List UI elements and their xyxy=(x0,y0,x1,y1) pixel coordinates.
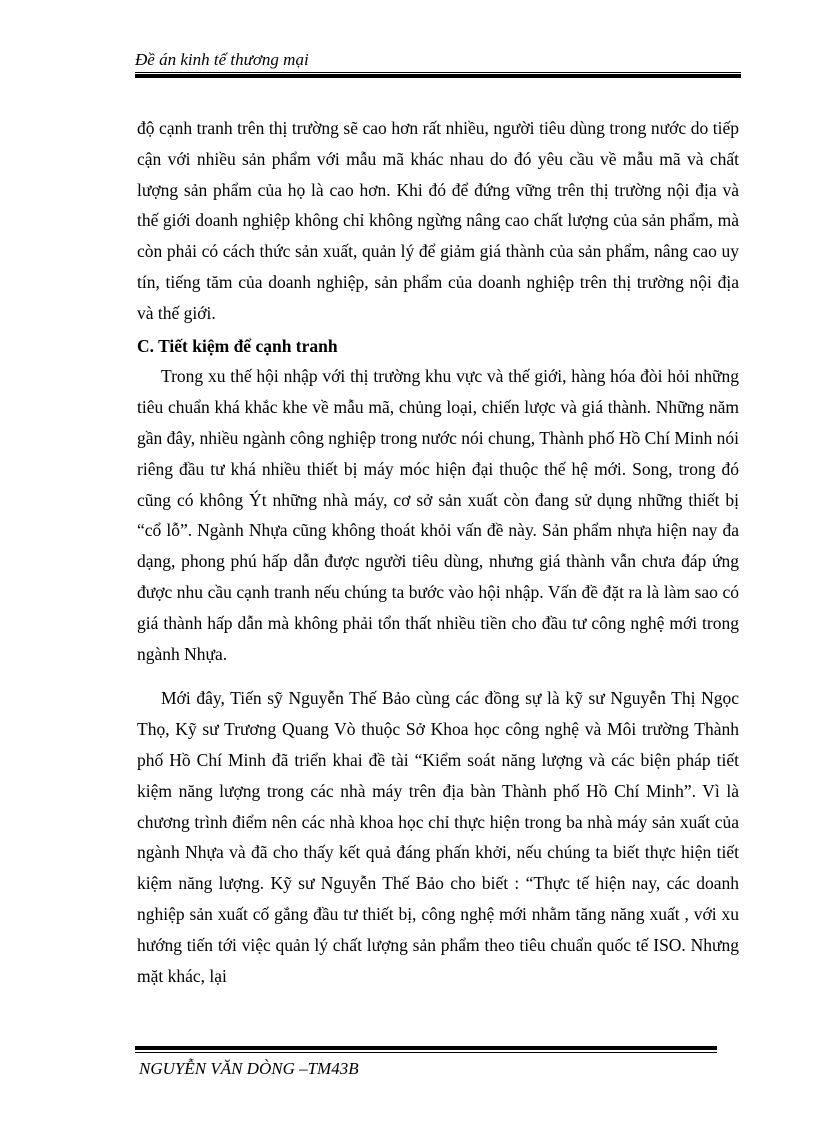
paragraph-research: Mới đây, Tiến sỹ Nguyễn Thế Bảo cùng các đồng sự là kỹ sư Nguyễn Thị Ngọc Thọ, Kỹ sư Trương Quang Vò thuộc Sở Khoa học công nghệ và Môi trường Thành phố Hồ Chí Minh đã triển khai đề tài “Kiểm soát năng lượng và các biện pháp tiết kiệm năng lượng trong các nhà máy trên địa bàn Thành phố Hồ Chí Minh”. Vì là chương trình điểm nên các nhà khoa học chỉ thực hiện trong ba nhà máy sản xuất của ngành Nhựa và đã cho thấy kết quả đáng phấn khởi, nếu chúng ta biết thực hiện tiết kiệm năng lượng. Kỹ sư Nguyễn Thế Bảo cho biết : “Thực tế hiện nay, các doanh nghiệp sản xuất cố gắng đầu tư thiết bị, công nghệ mới nhằm tăng năng xuất , với xu hướng tiến tới việc quản lý chất lượng sản phẩm theo tiêu chuẩn quốc tế ISO. Nhưng mặt khác, lại xyxy=(137,688,739,986)
footer-rule-thick xyxy=(135,1046,717,1050)
header-title: Đề án kinh tế thương mại xyxy=(135,50,309,69)
paragraph-intro: Trong xu thế hội nhập với thị trường khu vực và thế giới, hàng hóa đòi hỏi những tiêu chuẩn khá khắc khe về mẫu mã, chủng loại, chiến lược và giá thành. Những năm gần đây, nhiều ngành công nghiệp trong nước nói chung, Thành phố Hồ Chí Minh nói riêng đầu tư khá nhiều thiết bị máy móc hiện đại thuộc thế hệ mới. Song, trong đó cũng có không Ýt những nhà máy, cơ sở sản xuất còn đang sử dụng những thiết bị “cổ lỗ”. Ngành Nhựa cũng không thoát khỏi vấn đề này. Sản phẩm nhựa hiện nay đa dạng, phong phú hấp dẫn được người tiêu dùng, nhưng giá thành vẫn chưa đáp ứng được nhu cầu cạnh tranh nếu chúng ta bước vào hội nhập. Vấn đề đặt ra là làm sao có giá thành hấp dẫn mà không phải tổn thất nhiều tiền cho đầu tư công nghệ mới trong ngành Nhựa. xyxy=(137,366,739,664)
footer-author: NGUYỄN VĂN DÒNG –TM43B xyxy=(139,1059,359,1078)
footer-rule-thin xyxy=(135,1052,717,1053)
page-header xyxy=(135,50,741,70)
header-rule-thin xyxy=(135,72,741,73)
section-heading: C. Tiết kiệm để cạnh tranh xyxy=(137,335,338,356)
header-rule-thick xyxy=(135,74,741,78)
document-body xyxy=(137,113,739,991)
paragraph-continuation: độ cạnh tranh trên thị trường sẽ cao hơn rất nhiều, người tiêu dùng trong nước do tiếp cận với nhiều sản phẩm với mẫu mã khác nhau do đó yêu cầu về mẫu mã và chất lượng sản phẩm của họ là cao hơn. Khi đó để đứng vững trên thị trường nội địa và thế giới doanh nghiệp không chỉ không ngừng nâng cao chất lượng của sản phẩm, mà còn phải có cách thức sản xuất, quản lý để giảm giá thành của sản phẩm, nâng cao uy tín, tiếng tăm của doanh nghiệp, sản phẩm của doanh nghiệp trên thị trường nội địa và thế giới. xyxy=(137,118,739,323)
